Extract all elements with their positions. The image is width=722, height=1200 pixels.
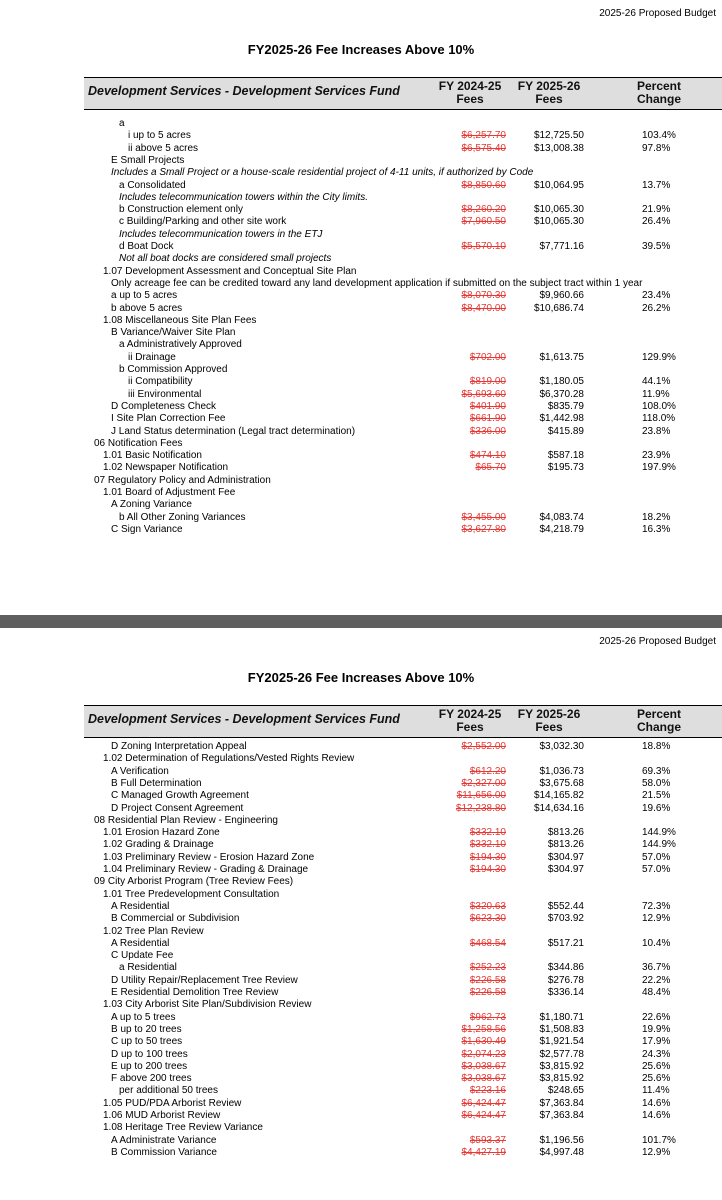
old-fee: $2,327.00 <box>461 777 506 789</box>
old-fee: $8,260.20 <box>461 204 506 216</box>
fee-row <box>0 475 722 487</box>
new-fee: $7,363.84 <box>539 1110 584 1121</box>
old-fee: $5,570.10 <box>461 241 506 252</box>
percent-header-line1: Percent <box>636 79 682 93</box>
old-fee: $8,850.60 <box>461 179 506 191</box>
new-fee: $415.89 <box>547 425 584 437</box>
percent-change-header <box>624 708 694 734</box>
new-fee: $517.21 <box>547 937 584 949</box>
old-fee: $623.30 <box>469 913 506 925</box>
fee-row <box>0 327 722 339</box>
fee-row <box>0 229 722 241</box>
fy2024-25-header-line1: FY 2024-25 <box>438 79 502 93</box>
percent-change: 118.0% <box>642 413 676 425</box>
fee-row <box>0 143 722 155</box>
fee-row <box>0 1061 722 1073</box>
fee-row <box>0 778 722 790</box>
new-fee: $703.92 <box>547 913 584 925</box>
fee-row <box>0 253 722 265</box>
fee-row <box>0 1036 722 1048</box>
old-fee: $1,258.56 <box>461 1023 506 1035</box>
new-fee: $813.26 <box>547 839 584 851</box>
percent-change: 18.8% <box>642 741 671 752</box>
old-fee: $194.30 <box>469 851 506 863</box>
new-fee: $276.78 <box>547 974 584 986</box>
fee-label: c Building/Parking and other site work <box>119 216 287 228</box>
fee-label: D Completeness Check <box>111 400 217 412</box>
new-fee: $10,064.95 <box>533 179 584 191</box>
percent-change: 39.5% <box>642 241 671 252</box>
percent-change: 14.6% <box>642 1110 671 1121</box>
old-fee: $11,656.00 <box>456 790 506 802</box>
old-fee: $593.37 <box>469 1134 506 1146</box>
new-fee: $835.79 <box>547 400 584 412</box>
fee-row <box>0 803 722 815</box>
percent-change: 144.9% <box>642 839 676 851</box>
fee-label: B up to 20 trees <box>111 1023 182 1035</box>
fee-label: B Commercial or Subdivision <box>111 913 240 925</box>
new-fee: $1,196.56 <box>539 1134 584 1146</box>
fee-row <box>0 167 722 179</box>
new-fee: $552.44 <box>547 900 584 912</box>
new-fee: $304.97 <box>547 851 584 863</box>
fee-label: D Utility Repair/Replacement Tree Review <box>111 974 298 986</box>
old-fee: $819.00 <box>469 376 506 388</box>
fy2025-26-fees-header <box>508 708 590 734</box>
new-fee: $1,442.98 <box>539 413 584 425</box>
percent-change: 23.8% <box>642 425 671 437</box>
old-fee: $3,455.00 <box>461 511 506 523</box>
fee-label: 1.01 Tree Predevelopment Consultation <box>103 888 280 900</box>
fee-label: 1.01 Erosion Hazard Zone <box>103 827 220 839</box>
fee-row <box>0 901 722 913</box>
old-fee: $5,693.60 <box>461 388 506 400</box>
new-fee: $344.86 <box>547 962 584 974</box>
fee-label: 1.08 Heritage Tree Review Variance <box>103 1122 263 1134</box>
percent-change: 23.9% <box>642 450 671 462</box>
old-fee: $6,257.70 <box>461 130 506 142</box>
old-fee: $3,038.67 <box>461 1073 506 1085</box>
new-fee: $195.73 <box>547 462 584 474</box>
fee-row <box>0 1098 722 1110</box>
fee-row <box>0 290 722 302</box>
fee-row <box>0 278 722 290</box>
old-fee: $702.00 <box>469 351 506 363</box>
fee-label: a <box>119 118 125 129</box>
fee-label: E Small Projects <box>111 154 185 166</box>
percent-change: 19.6% <box>642 802 671 814</box>
fee-label: A Zoning Variance <box>111 499 192 511</box>
percent-change: 21.5% <box>642 790 671 802</box>
new-fee: $336.14 <box>547 987 584 998</box>
fee-label: b All Other Zoning Variances <box>119 511 246 523</box>
old-fee: $661.90 <box>469 413 506 425</box>
fee-row <box>0 913 722 925</box>
percent-change: 13.7% <box>642 179 671 191</box>
old-fee: $223.16 <box>469 1085 506 1097</box>
new-fee: $1,508.83 <box>539 1023 584 1035</box>
old-fee: $8,470.00 <box>461 302 506 314</box>
fee-label: 07 Regulatory Policy and Administration <box>94 474 271 486</box>
fee-row <box>0 790 722 802</box>
fee-row <box>0 987 722 999</box>
old-fee: $12,238.80 <box>455 802 506 814</box>
fee-row <box>0 815 722 827</box>
old-fee: $226.58 <box>469 987 506 998</box>
old-fee: $2,074.23 <box>461 1048 506 1060</box>
fee-row <box>0 204 722 216</box>
new-fee: $1,180.71 <box>539 1011 584 1023</box>
new-fee: $13,008.38 <box>533 142 584 154</box>
fy2025-26-header-line1: FY 2025-26 <box>517 707 581 721</box>
fee-row <box>0 155 722 167</box>
fee-row <box>0 118 722 130</box>
new-fee: $3,032.30 <box>539 741 584 752</box>
fee-label: E up to 200 trees <box>111 1060 188 1072</box>
fee-row <box>0 426 722 438</box>
fee-label: C Managed Growth Agreement <box>111 790 249 802</box>
fee-label: A Residential <box>111 900 170 912</box>
fee-row <box>0 389 722 401</box>
fee-label: D Project Consent Agreement <box>111 802 244 814</box>
fee-row <box>0 839 722 851</box>
percent-header-line2: Change <box>636 92 681 106</box>
fy2025-26-header-line2: Fees <box>535 720 563 734</box>
percent-change: 10.4% <box>642 937 671 949</box>
percent-change: 24.3% <box>642 1048 671 1060</box>
fee-note: Not all boat docks are considered small projects <box>119 253 332 265</box>
fee-row <box>0 938 722 950</box>
fee-row <box>0 999 722 1011</box>
fee-label: Only acreage fee can be credited toward any land development application if submitted on the subject tract within 1 year <box>111 277 643 289</box>
old-fee: $65.70 <box>475 462 506 474</box>
percent-change: 12.9% <box>642 913 671 925</box>
fee-label: 1.04 Preliminary Review - Grading & Drainage <box>103 864 309 875</box>
fee-label: 1.03 City Arborist Site Plan/Subdivision Review <box>103 999 312 1011</box>
fee-note: Includes telecommunication towers within the City limits. <box>119 191 368 203</box>
fund-header-band <box>84 705 722 738</box>
new-fee: $248.65 <box>547 1085 584 1097</box>
percent-change: 103.4% <box>642 130 676 142</box>
old-fee: $226.58 <box>469 974 506 986</box>
new-fee: $1,613.75 <box>539 351 584 363</box>
percent-header-line2: Change <box>636 720 681 734</box>
budget-page-2 <box>0 628 722 1200</box>
percent-change: 17.9% <box>642 1036 671 1048</box>
fee-row <box>0 499 722 511</box>
fee-label: C Sign Variance <box>111 523 183 535</box>
fee-row <box>0 130 722 142</box>
new-fee: $10,065.30 <box>533 216 584 228</box>
new-fee: $1,036.73 <box>539 765 584 777</box>
fee-row <box>0 1024 722 1036</box>
fee-label: 1.01 Board of Adjustment Fee <box>103 487 236 498</box>
new-fee: $4,083.74 <box>539 511 584 523</box>
new-fee: $6,370.28 <box>539 388 584 400</box>
percent-header-line1: Percent <box>636 707 682 721</box>
fee-row <box>0 216 722 228</box>
fee-row <box>0 401 722 413</box>
fee-row <box>0 741 722 753</box>
fee-label: iii Environmental <box>128 388 202 400</box>
fee-row <box>0 364 722 376</box>
fee-row <box>0 1073 722 1085</box>
percent-change: 101.7% <box>642 1134 676 1146</box>
fy2025-26-header-line2: Fees <box>535 92 563 106</box>
fee-label: b Commission Approved <box>119 364 228 375</box>
old-fee: $962.73 <box>469 1011 506 1023</box>
new-fee: $7,771.16 <box>539 241 584 252</box>
percent-change: 12.9% <box>642 1146 671 1158</box>
percent-change: 57.0% <box>642 864 671 875</box>
fee-row <box>0 876 722 888</box>
old-fee: $6,424.47 <box>461 1097 506 1109</box>
fee-label: A Residential <box>111 937 170 949</box>
percent-change: 72.3% <box>642 900 671 912</box>
new-fee: $1,180.05 <box>539 376 584 388</box>
fund-label: Development Services - Development Services Fund <box>88 712 400 726</box>
fee-label: b Construction element only <box>119 204 243 216</box>
fy2024-25-header-line1: FY 2024-25 <box>438 707 502 721</box>
fee-label: D up to 100 trees <box>111 1048 188 1060</box>
fee-row <box>0 1012 722 1024</box>
fee-row <box>0 753 722 765</box>
new-fee: $3,815.92 <box>539 1060 584 1072</box>
percent-change: 25.6% <box>642 1060 671 1072</box>
old-fee: $612.20 <box>469 765 506 777</box>
percent-change: 25.6% <box>642 1073 671 1085</box>
fee-row <box>0 339 722 351</box>
fee-label: 1.05 PUD/PDA Arborist Review <box>103 1097 242 1109</box>
fee-row <box>0 1122 722 1134</box>
fee-row <box>0 413 722 425</box>
new-fee: $1,921.54 <box>539 1036 584 1048</box>
old-fee: $1,630.49 <box>461 1036 506 1048</box>
new-fee: $10,686.74 <box>533 302 584 314</box>
percent-change: 197.9% <box>642 462 676 474</box>
old-fee: $194.30 <box>469 864 506 875</box>
new-fee: $4,218.79 <box>539 523 584 535</box>
fee-label: 1.01 Basic Notification <box>103 450 202 462</box>
fund-header-band <box>84 77 722 110</box>
fy2025-26-fees-header <box>508 80 590 106</box>
fee-row <box>0 975 722 987</box>
new-fee: $7,363.84 <box>539 1097 584 1109</box>
fee-row <box>0 950 722 962</box>
fee-label: ii Drainage <box>128 351 176 363</box>
new-fee: $14,634.16 <box>533 802 584 814</box>
fee-label: 1.02 Tree Plan Review <box>103 925 204 937</box>
fee-label: per additional 50 trees <box>119 1085 218 1097</box>
fee-row <box>0 1085 722 1097</box>
old-fee: $6,424.47 <box>461 1110 506 1121</box>
percent-change: 48.4% <box>642 987 671 998</box>
fee-row <box>0 827 722 839</box>
new-fee: $2,577.78 <box>539 1048 584 1060</box>
new-fee: $9,960.66 <box>539 290 584 302</box>
old-fee: $401.90 <box>469 400 506 412</box>
fee-row <box>0 766 722 778</box>
fee-note: Includes telecommunication towers in the ETJ <box>119 228 323 240</box>
fee-row <box>0 889 722 901</box>
old-fee: $7,960.50 <box>461 216 506 228</box>
old-fee: $252.23 <box>469 962 506 974</box>
fee-row <box>0 462 722 474</box>
percent-change: 11.9% <box>642 388 670 400</box>
percent-change: 144.9% <box>642 827 676 839</box>
fee-label: 08 Residential Plan Review - Engineering <box>94 814 278 826</box>
percent-change: 18.2% <box>642 511 671 523</box>
page-title: FY2025-26 Fee Increases Above 10% <box>247 670 475 685</box>
fee-row <box>0 241 722 253</box>
percent-change: 26.4% <box>642 216 671 228</box>
percent-change: 21.9% <box>642 204 671 216</box>
new-fee: $4,997.48 <box>539 1146 584 1158</box>
percent-change: 22.2% <box>642 974 671 986</box>
new-fee: $304.97 <box>547 864 584 875</box>
percent-change: 97.8% <box>642 142 671 154</box>
old-fee: $468.54 <box>469 937 506 949</box>
fee-label: d Boat Dock <box>119 241 174 252</box>
new-fee: $587.18 <box>547 450 584 462</box>
old-fee: $3,627.80 <box>461 523 506 535</box>
new-fee: $3,815.92 <box>539 1073 584 1085</box>
fee-label: a Residential <box>119 962 177 974</box>
percent-change: 22.6% <box>642 1011 671 1023</box>
old-fee: $320.63 <box>469 900 506 912</box>
fee-row <box>0 303 722 315</box>
fee-label: 06 Notification Fees <box>94 437 183 449</box>
percent-change: 26.2% <box>642 302 671 314</box>
fee-row <box>0 962 722 974</box>
fee-row <box>0 352 722 364</box>
percent-change: 14.6% <box>642 1097 671 1109</box>
old-fee: $332.10 <box>469 839 506 851</box>
fee-label: 1.07 Development Assessment and Conceptual Site Plan <box>103 265 357 277</box>
percent-change: 44.1% <box>642 376 671 388</box>
fee-label: a up to 5 acres <box>111 290 178 302</box>
fee-row <box>0 487 722 499</box>
fee-label: 1.03 Preliminary Review - Erosion Hazard Zone <box>103 851 315 863</box>
fee-row <box>0 852 722 864</box>
percent-change: 58.0% <box>642 777 671 789</box>
fee-row <box>0 192 722 204</box>
fee-label: D Zoning Interpretation Appeal <box>111 741 247 752</box>
fee-label: a Consolidated <box>119 179 186 191</box>
fee-label: 09 City Arborist Program (Tree Review Fees) <box>94 876 294 888</box>
fy2024-25-header-line2: Fees <box>456 720 484 734</box>
fee-row <box>0 926 722 938</box>
fee-label: B Full Determination <box>111 777 202 789</box>
old-fee: $474.10 <box>469 450 506 462</box>
percent-change: 129.9% <box>642 351 676 363</box>
old-fee: $6,575.40 <box>461 142 506 154</box>
fee-label: 1.02 Determination of Regulations/Vested Rights Review <box>103 753 355 765</box>
fy2025-26-header-line1: FY 2025-26 <box>517 79 581 93</box>
old-fee: $8,070.30 <box>461 290 506 302</box>
old-fee: $2,552.00 <box>461 741 506 752</box>
fee-row <box>0 864 722 876</box>
new-fee: $813.26 <box>547 827 584 839</box>
fee-label: A up to 5 trees <box>111 1011 176 1023</box>
fee-label: 1.02 Newspaper Notification <box>103 462 229 474</box>
fee-label: i up to 5 acres <box>128 130 191 142</box>
fy2024-25-fees-header <box>429 80 511 106</box>
new-fee: $14,165.82 <box>533 790 584 802</box>
fee-row <box>0 512 722 524</box>
new-fee: $10,065.30 <box>533 204 584 216</box>
percent-change: 69.3% <box>642 765 671 777</box>
fee-row <box>0 524 722 536</box>
fee-row <box>0 1110 722 1122</box>
percent-change: 36.7% <box>642 962 671 974</box>
fee-label: A Administrate Variance <box>111 1134 217 1146</box>
fee-label: F above 200 trees <box>111 1073 192 1085</box>
percent-change: 19.9% <box>642 1023 671 1035</box>
percent-change-header <box>624 80 694 106</box>
fund-label: Development Services - Development Services Fund <box>88 84 400 98</box>
fee-label: 1.06 MUD Arborist Review <box>103 1110 221 1121</box>
fee-label: C Update Fee <box>111 950 174 962</box>
old-fee: $3,038.67 <box>461 1060 506 1072</box>
fee-label: B Commission Variance <box>111 1146 217 1158</box>
fee-label: b above 5 acres <box>111 302 183 314</box>
fee-row <box>0 1049 722 1061</box>
fee-label: J Land Status determination (Legal tract determination) <box>111 425 356 437</box>
fee-row <box>0 1135 722 1147</box>
percent-change: 57.0% <box>642 851 671 863</box>
fee-label: 1.02 Grading & Drainage <box>103 839 214 851</box>
fee-label: B Variance/Waiver Site Plan <box>111 327 236 339</box>
page-title: FY2025-26 Fee Increases Above 10% <box>247 42 475 57</box>
fee-row <box>0 450 722 462</box>
new-fee: $3,675.68 <box>539 777 584 789</box>
fy2024-25-fees-header <box>429 708 511 734</box>
old-fee: $4,427.19 <box>461 1146 506 1158</box>
fee-row <box>0 438 722 450</box>
old-fee: $336.00 <box>469 425 506 437</box>
fee-label: E Residential Demolition Tree Review <box>111 987 279 998</box>
fee-row <box>0 266 722 278</box>
percent-change: 11.4% <box>642 1085 670 1097</box>
percent-change: 23.4% <box>642 290 671 302</box>
page-header: 2025-26 Proposed Budget <box>599 8 716 19</box>
fee-row <box>0 180 722 192</box>
fee-label: ii Compatibility <box>128 376 193 388</box>
fee-note: Includes a Small Project or a house-scale residential project of 4-11 units, if authorized by Code <box>111 167 534 179</box>
fee-row <box>0 376 722 388</box>
percent-change: 16.3% <box>642 523 671 535</box>
new-fee: $12,725.50 <box>533 130 584 142</box>
fy2024-25-header-line2: Fees <box>456 92 484 106</box>
fee-label: ii above 5 acres <box>128 142 199 154</box>
fee-label: C up to 50 trees <box>111 1036 183 1048</box>
fee-row <box>0 1147 722 1159</box>
fee-label: a Administratively Approved <box>119 339 242 351</box>
fee-row <box>0 315 722 327</box>
old-fee: $332.10 <box>469 827 506 839</box>
fee-label: A Verification <box>111 765 169 777</box>
fee-label: I Site Plan Correction Fee <box>111 413 226 425</box>
page-header: 2025-26 Proposed Budget <box>599 636 716 647</box>
fee-label: 1.08 Miscellaneous Site Plan Fees <box>103 314 257 326</box>
percent-change: 108.0% <box>642 400 676 412</box>
